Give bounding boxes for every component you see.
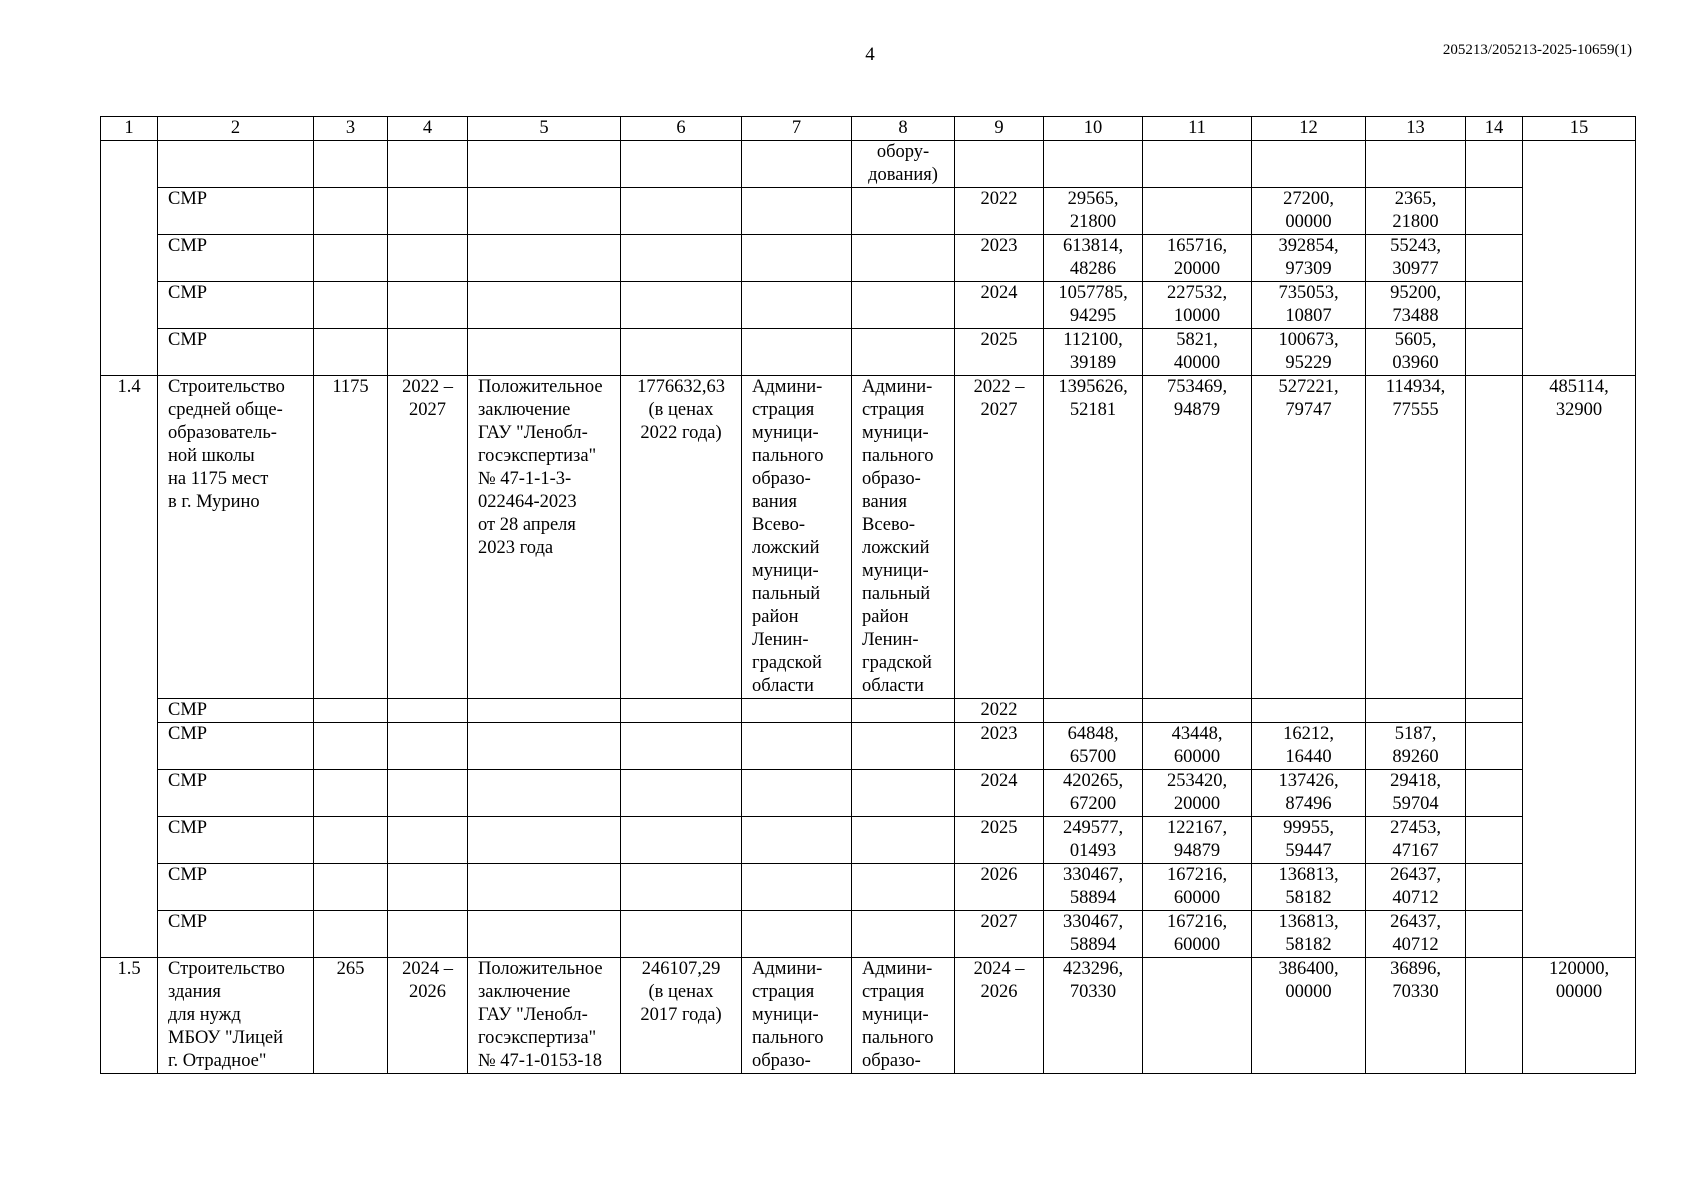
amount-cell: 1395626, 52181 bbox=[1044, 376, 1143, 699]
table-cell bbox=[468, 817, 621, 864]
amount-cell: 5187, 89260 bbox=[1366, 723, 1466, 770]
table-cell bbox=[388, 188, 468, 235]
work-type-cell: СМР bbox=[158, 699, 314, 723]
table-cell bbox=[1466, 699, 1523, 723]
table-cell bbox=[1466, 770, 1523, 817]
amount-cell: 167216, 60000 bbox=[1143, 911, 1252, 958]
amount-cell: 112100, 39189 bbox=[1044, 329, 1143, 376]
table-row bbox=[101, 235, 1636, 282]
table-cell bbox=[388, 770, 468, 817]
object-name-cell: Строительство здания для нужд МБОУ "Лицей г. Отрадное" bbox=[158, 958, 314, 1074]
year-cell: 2024 bbox=[955, 282, 1044, 329]
table-cell bbox=[742, 329, 852, 376]
customer-cell: Админи- страция муници- пального образо- bbox=[742, 958, 852, 1074]
table-row bbox=[101, 723, 1636, 770]
amount-cell bbox=[1143, 699, 1252, 723]
table-cell bbox=[468, 699, 621, 723]
amount-cell: 5605, 03960 bbox=[1366, 329, 1466, 376]
table-cell bbox=[314, 329, 388, 376]
column-header: 5 bbox=[468, 117, 621, 141]
amount-cell bbox=[1044, 699, 1143, 723]
table-cell bbox=[742, 864, 852, 911]
table-cell bbox=[314, 817, 388, 864]
column-header: 14 bbox=[1466, 117, 1523, 141]
amount-cell: 330467, 58894 bbox=[1044, 911, 1143, 958]
developer-cell: Админи- страция муници- пального образо- bbox=[852, 958, 955, 1074]
column-header: 8 bbox=[852, 117, 955, 141]
year-cell: 2024 bbox=[955, 770, 1044, 817]
amount-cell: 735053, 10807 bbox=[1252, 282, 1366, 329]
table-cell bbox=[314, 282, 388, 329]
expertise-cell: Положительное заключение ГАУ "Ленобл- госэкспертиза" № 47-1-0153-18 bbox=[468, 958, 621, 1074]
table-cell bbox=[388, 723, 468, 770]
customer-cell: Админи- страция муници- пального образо- вания Всево- ложский муници- пальный район Ленин- градской области bbox=[742, 376, 852, 699]
table-cell bbox=[621, 235, 742, 282]
table-cell bbox=[621, 864, 742, 911]
table-cell bbox=[314, 235, 388, 282]
table-cell bbox=[852, 911, 955, 958]
table-cell bbox=[742, 770, 852, 817]
year-cell: 2025 bbox=[955, 817, 1044, 864]
amount-cell: 99955, 59447 bbox=[1252, 817, 1366, 864]
work-type-cell: СМР bbox=[158, 723, 314, 770]
table-cell bbox=[621, 723, 742, 770]
amount-cell bbox=[1366, 699, 1466, 723]
table-cell bbox=[621, 699, 742, 723]
column-header: 1 bbox=[101, 117, 158, 141]
table-cell bbox=[742, 282, 852, 329]
amount-cell: 55243, 30977 bbox=[1366, 235, 1466, 282]
table-cell bbox=[388, 235, 468, 282]
table-cell bbox=[742, 817, 852, 864]
cost-cell: 246107,29 (в ценах 2017 года) bbox=[621, 958, 742, 1074]
amount-cell: 100673, 95229 bbox=[1252, 329, 1366, 376]
work-type-cell: СМР bbox=[158, 282, 314, 329]
table-cell bbox=[388, 699, 468, 723]
table-cell bbox=[742, 723, 852, 770]
table-cell bbox=[388, 864, 468, 911]
amount-cell: 423296, 70330 bbox=[1044, 958, 1143, 1074]
column-header: 11 bbox=[1143, 117, 1252, 141]
table-row bbox=[101, 817, 1636, 864]
work-type-cell: СМР bbox=[158, 329, 314, 376]
table-cell bbox=[852, 329, 955, 376]
years-cell: 2024 – 2026 bbox=[955, 958, 1044, 1074]
table-row bbox=[101, 699, 1636, 723]
column-header: 12 bbox=[1252, 117, 1366, 141]
table-row bbox=[101, 188, 1636, 235]
item-number-cell: 1.5 bbox=[101, 958, 158, 1074]
table-cell bbox=[955, 141, 1044, 188]
expertise-cell: Положительное заключение ГАУ "Ленобл- госэкспертиза" № 47-1-1-3- 022464-2023 от 28 апреля 2023 года bbox=[468, 376, 621, 699]
amount-cell: 16212, 16440 bbox=[1252, 723, 1366, 770]
amount-cell: 29418, 59704 bbox=[1366, 770, 1466, 817]
table-cell bbox=[314, 911, 388, 958]
amount-cell: 36896, 70330 bbox=[1366, 958, 1466, 1074]
amount-cell: 165716, 20000 bbox=[1143, 235, 1252, 282]
amount-cell: 26437, 40712 bbox=[1366, 911, 1466, 958]
work-type-cell: СМР bbox=[158, 188, 314, 235]
table-cell bbox=[1466, 141, 1523, 188]
table-cell bbox=[1466, 817, 1523, 864]
table-cell bbox=[621, 817, 742, 864]
developer-cell: обору- дования) bbox=[852, 141, 955, 188]
table-cell bbox=[1044, 141, 1143, 188]
table-cell bbox=[1466, 723, 1523, 770]
amount-cell: 136813, 58182 bbox=[1252, 864, 1366, 911]
year-cell: 2027 bbox=[955, 911, 1044, 958]
table-row-item14 bbox=[101, 376, 1636, 699]
amount-cell: 167216, 60000 bbox=[1143, 864, 1252, 911]
work-type-cell: СМР bbox=[158, 864, 314, 911]
table-cell bbox=[852, 817, 955, 864]
amount-cell: 137426, 87496 bbox=[1252, 770, 1366, 817]
years-cell: 2022 – 2027 bbox=[955, 376, 1044, 699]
table-row bbox=[101, 911, 1636, 958]
table-cell bbox=[314, 699, 388, 723]
amount-cell: 27200, 00000 bbox=[1252, 188, 1366, 235]
column-header: 10 bbox=[1044, 117, 1143, 141]
table-cell bbox=[621, 282, 742, 329]
column-header: 4 bbox=[388, 117, 468, 141]
table-cell bbox=[468, 188, 621, 235]
amount-cell: 1057785, 94295 bbox=[1044, 282, 1143, 329]
investment-table bbox=[100, 116, 1636, 1074]
table-cell bbox=[314, 141, 388, 188]
cost-cell: 1776632,63 (в ценах 2022 года) bbox=[621, 376, 742, 699]
table-cell bbox=[1466, 864, 1523, 911]
column-header: 6 bbox=[621, 117, 742, 141]
table-cell bbox=[158, 141, 314, 188]
amount-cell: 2365, 21800 bbox=[1366, 188, 1466, 235]
table-row bbox=[101, 864, 1636, 911]
table-cell bbox=[621, 188, 742, 235]
table-cell bbox=[468, 141, 621, 188]
work-type-cell: СМР bbox=[158, 911, 314, 958]
table-cell bbox=[621, 329, 742, 376]
amount-cell: 527221, 79747 bbox=[1252, 376, 1366, 699]
amount-cell: 122167, 94879 bbox=[1143, 817, 1252, 864]
table-cell bbox=[388, 329, 468, 376]
table-cell bbox=[852, 235, 955, 282]
table-row-continuation bbox=[101, 141, 1636, 188]
amount-cell bbox=[1143, 188, 1252, 235]
developer-cell: Админи- страция муници- пального образо- вания Всево- ложский муници- пальный район Ленин- градской области bbox=[852, 376, 955, 699]
column-header: 9 bbox=[955, 117, 1044, 141]
year-cell: 2022 bbox=[955, 699, 1044, 723]
period-cell: 2022 – 2027 bbox=[388, 376, 468, 699]
column-header: 13 bbox=[1366, 117, 1466, 141]
object-name-cell: Строительство средней обще- образователь- ной школы на 1175 мест в г. Мурино bbox=[158, 376, 314, 699]
table-cell bbox=[1466, 376, 1523, 699]
table-cell bbox=[468, 235, 621, 282]
year-cell: 2025 bbox=[955, 329, 1044, 376]
page-number: 4 bbox=[865, 44, 875, 65]
table-cell bbox=[388, 911, 468, 958]
amount-cell: 27453, 47167 bbox=[1366, 817, 1466, 864]
table-cell bbox=[742, 699, 852, 723]
capacity-cell: 1175 bbox=[314, 376, 388, 699]
amount-cell: 227532, 10000 bbox=[1143, 282, 1252, 329]
table-cell bbox=[621, 911, 742, 958]
table-cell bbox=[742, 235, 852, 282]
year-cell: 2023 bbox=[955, 235, 1044, 282]
table-cell bbox=[621, 770, 742, 817]
table-cell bbox=[468, 770, 621, 817]
amount-cell: 253420, 20000 bbox=[1143, 770, 1252, 817]
table-cell bbox=[314, 864, 388, 911]
year-cell: 2022 bbox=[955, 188, 1044, 235]
table-cell bbox=[468, 864, 621, 911]
indicator-cell: 485114, 32900 bbox=[1523, 376, 1636, 958]
amount-cell: 136813, 58182 bbox=[1252, 911, 1366, 958]
work-type-cell: СМР bbox=[158, 770, 314, 817]
table-cell bbox=[468, 911, 621, 958]
amount-cell: 64848, 65700 bbox=[1044, 723, 1143, 770]
amount-cell: 386400, 00000 bbox=[1252, 958, 1366, 1074]
period-cell: 2024 – 2026 bbox=[388, 958, 468, 1074]
column-header: 15 bbox=[1523, 117, 1636, 141]
amount-cell: 420265, 67200 bbox=[1044, 770, 1143, 817]
amount-cell: 392854, 97309 bbox=[1252, 235, 1366, 282]
column-header: 7 bbox=[742, 117, 852, 141]
amount-cell bbox=[1143, 958, 1252, 1074]
table-cell bbox=[1466, 188, 1523, 235]
table-cell bbox=[314, 188, 388, 235]
capacity-cell: 265 bbox=[314, 958, 388, 1074]
work-type-cell: СМР bbox=[158, 235, 314, 282]
table-row bbox=[101, 329, 1636, 376]
amount-cell bbox=[1252, 699, 1366, 723]
table-cell bbox=[1466, 329, 1523, 376]
year-cell: 2026 bbox=[955, 864, 1044, 911]
table-cell bbox=[468, 282, 621, 329]
work-type-cell: СМР bbox=[158, 817, 314, 864]
item-number-cell bbox=[101, 141, 158, 376]
table-cell bbox=[852, 723, 955, 770]
amount-cell: 249577, 01493 bbox=[1044, 817, 1143, 864]
column-header: 2 bbox=[158, 117, 314, 141]
table-cell bbox=[388, 282, 468, 329]
table-cell bbox=[468, 723, 621, 770]
amount-cell: 5821, 40000 bbox=[1143, 329, 1252, 376]
header-row bbox=[101, 117, 1636, 141]
table-cell bbox=[742, 188, 852, 235]
table-cell bbox=[852, 282, 955, 329]
table-cell bbox=[621, 141, 742, 188]
table-cell bbox=[742, 911, 852, 958]
amount-cell: 753469, 94879 bbox=[1143, 376, 1252, 699]
table-cell bbox=[1143, 141, 1252, 188]
table-cell bbox=[852, 770, 955, 817]
table-row bbox=[101, 770, 1636, 817]
table-cell bbox=[1466, 911, 1523, 958]
amount-cell: 330467, 58894 bbox=[1044, 864, 1143, 911]
item-number-cell: 1.4 bbox=[101, 376, 158, 958]
indicator-cell bbox=[1523, 141, 1636, 376]
table-cell bbox=[388, 141, 468, 188]
amount-cell: 43448, 60000 bbox=[1143, 723, 1252, 770]
amount-cell: 26437, 40712 bbox=[1366, 864, 1466, 911]
table-cell bbox=[1252, 141, 1366, 188]
table-cell bbox=[852, 699, 955, 723]
amount-cell: 29565, 21800 bbox=[1044, 188, 1143, 235]
table-row bbox=[101, 282, 1636, 329]
table-cell bbox=[314, 770, 388, 817]
table-cell bbox=[852, 864, 955, 911]
table-cell bbox=[468, 329, 621, 376]
table-row-item15 bbox=[101, 958, 1636, 1074]
table-cell bbox=[1466, 282, 1523, 329]
table-cell bbox=[852, 188, 955, 235]
document-code: 205213/205213-2025-10659(1) bbox=[1442, 42, 1632, 58]
column-header: 3 bbox=[314, 117, 388, 141]
year-cell: 2023 bbox=[955, 723, 1044, 770]
amount-cell: 95200, 73488 bbox=[1366, 282, 1466, 329]
indicator-cell: 120000, 00000 bbox=[1523, 958, 1636, 1074]
table-cell bbox=[742, 141, 852, 188]
amount-cell: 114934, 77555 bbox=[1366, 376, 1466, 699]
table-cell bbox=[1466, 958, 1523, 1074]
amount-cell: 613814, 48286 bbox=[1044, 235, 1143, 282]
table-cell bbox=[388, 817, 468, 864]
table-cell bbox=[314, 723, 388, 770]
table-cell bbox=[1466, 235, 1523, 282]
table-cell bbox=[1366, 141, 1466, 188]
